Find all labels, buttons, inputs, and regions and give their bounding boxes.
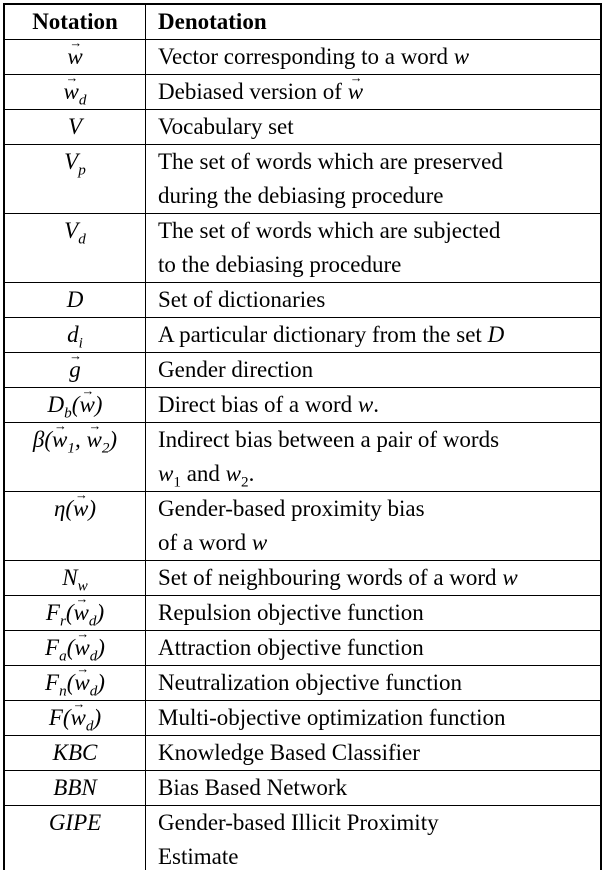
denotation-cell: Knowledge Based Classifier (158, 740, 420, 765)
notation-cell: D (5, 283, 146, 317)
notation-cell: BBN (5, 771, 146, 805)
notation-cell: $F_r(w \to_d)$ (5, 596, 146, 630)
denotation-cell: Repulsion objective function (158, 600, 424, 625)
table-row (5, 74, 600, 109)
table-row (5, 317, 600, 352)
table-row (5, 422, 600, 491)
table-row (5, 282, 600, 317)
denotation-cell: Set of dictionaries (158, 287, 326, 312)
denotation-cell: Multi-objective optimization function (158, 705, 506, 730)
notation-cell: $d_i$ (5, 318, 146, 352)
notation-cell: GIPE (5, 806, 146, 870)
notation-table (3, 3, 602, 870)
table-row (5, 700, 600, 735)
table-header-row (5, 5, 600, 39)
denotation-cell: Vocabulary set (158, 114, 294, 139)
denotation-cell: Direct bias of a word w. (158, 392, 379, 417)
denotation-cell: The set of words which are preserved during the debiasing procedure (158, 149, 503, 208)
notation-cell: $V_d$ (5, 214, 146, 282)
notation-cell: $D_b(w$ →) (5, 388, 146, 422)
notation-cell: $N_w$ (5, 561, 146, 595)
table-row (5, 560, 600, 595)
table-row (5, 630, 600, 665)
table-row (5, 144, 600, 213)
denotation-cell: The set of words which are subjected to the debiasing procedure (158, 218, 501, 277)
notation-cell: $w \to_d$ (5, 75, 146, 109)
notation-cell: $F(w \to_d)$ (5, 701, 146, 735)
table-row (5, 109, 600, 144)
notation-cell: $\beta(w \to_1$, $w \to_2$) (5, 423, 146, 491)
header-denotation: Denotation (158, 9, 267, 34)
notation-cell: KBC (5, 736, 146, 770)
header-notation: Notation (5, 5, 146, 39)
table-row (5, 805, 600, 870)
table-row (5, 491, 600, 560)
notation-cell: $F_a(w \to_d)$ (5, 631, 146, 665)
table-row (5, 352, 600, 387)
denotation-cell: Bias Based Network (158, 775, 348, 800)
denotation-cell: Vector corresponding to a word w (158, 44, 470, 69)
notation-cell: V (5, 110, 146, 144)
denotation-cell: Debiased version of w → (146, 75, 600, 109)
table-row (5, 665, 600, 700)
denotation-cell: Gender direction (158, 357, 314, 382)
table-row (5, 213, 600, 282)
notation-cell: w → (5, 40, 146, 74)
denotation-cell: Neutralization objective function (158, 670, 462, 695)
denotation-cell: Gender-based proximity bias of a word w (158, 496, 425, 555)
table-row (5, 387, 600, 422)
notation-cell: g → (5, 353, 146, 387)
table-row (5, 39, 600, 74)
denotation-cell: Gender-based Illicit Proximity Estimate (158, 810, 439, 869)
table-row (5, 595, 600, 630)
denotation-cell: A particular dictionary from the set D (158, 322, 505, 347)
denotation-cell: Indirect bias between a pair of words $w_1$ and $w_2$. (158, 427, 500, 491)
notation-cell: η(w →) (5, 492, 146, 560)
denotation-cell: Attraction objective function (158, 635, 424, 660)
table-row (5, 735, 600, 770)
notation-cell: $V_p$ (5, 145, 146, 213)
table-row (5, 770, 600, 805)
denotation-cell: Set of neighbouring words of a word w (158, 565, 518, 590)
notation-cell: $F_n(w \to_d)$ (5, 666, 146, 700)
